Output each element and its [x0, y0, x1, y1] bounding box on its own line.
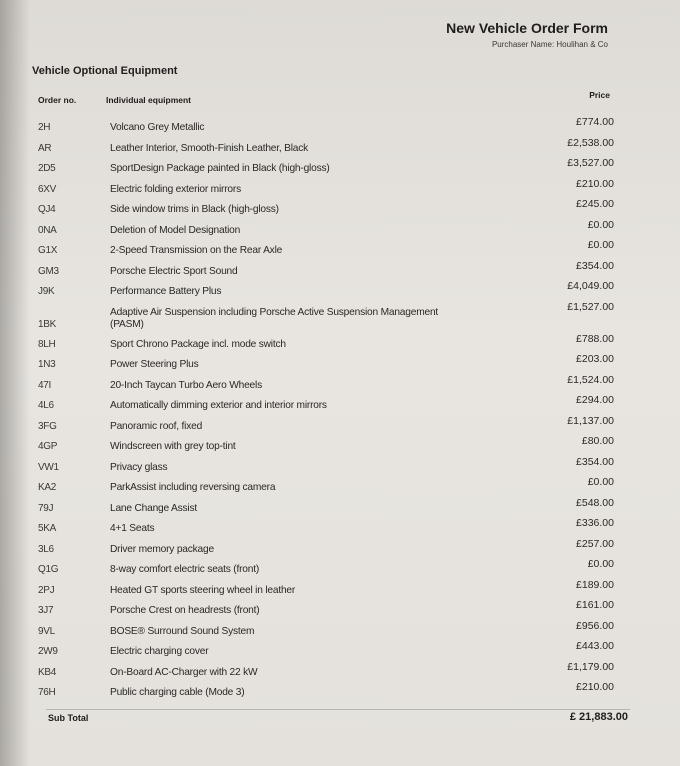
equipment-description: Porsche Crest on headrests (front) — [110, 605, 260, 616]
table-row — [0, 578, 680, 602]
table-row — [0, 136, 680, 160]
equipment-description: 2-Speed Transmission on the Rear Axle — [110, 245, 283, 256]
equipment-description: Volcano Grey Metallic — [110, 122, 205, 133]
table-row — [0, 560, 680, 581]
table-row — [0, 414, 680, 438]
equipment-price: £354.00 — [576, 455, 614, 468]
equipment-price: £257.00 — [576, 537, 614, 550]
equipment-table — [0, 118, 680, 704]
order-code: AR — [38, 142, 52, 154]
order-code: KB4 — [38, 666, 57, 678]
table-row — [0, 373, 680, 397]
equipment-description: Privacy glass — [110, 461, 168, 473]
table-row — [0, 200, 680, 221]
table-row — [0, 619, 680, 643]
equipment-description: Leather Interior, Smooth-Finish Leather, Black — [110, 142, 309, 154]
order-code: 1BK — [38, 318, 57, 330]
equipment-price: £0.00 — [587, 239, 614, 251]
equipment-price: £0.00 — [587, 218, 614, 231]
table-row — [0, 241, 680, 262]
equipment-description: Adaptive Air Suspension including Porsche Active Suspension Management (PASM) — [110, 306, 439, 330]
equipment-description: Windscreen with grey top-tint — [110, 441, 236, 452]
subtotal-divider — [46, 709, 630, 710]
table-row — [0, 642, 680, 663]
equipment-description: Heated GT sports steering wheel in leather — [110, 584, 296, 596]
equipment-description: Sport Chrono Package incl. mode switch — [110, 338, 286, 350]
equipment-price: £210.00 — [576, 177, 614, 190]
column-header-order-no: Order no. — [38, 95, 77, 105]
equipment-description: SportDesign Package painted in Black (high-gloss) — [110, 163, 330, 174]
order-code: QJ4 — [38, 204, 56, 215]
table-row — [0, 478, 680, 499]
equipment-description: Lane Change Assist — [110, 502, 198, 514]
table-row — [0, 259, 680, 283]
purchaser-name: Purchaser Name: Houlihan & Co — [491, 40, 608, 49]
equipment-price: £548.00 — [576, 496, 614, 509]
table-row — [0, 177, 680, 201]
table-row — [0, 660, 680, 684]
subtotal-value: £ 21,883.00 — [569, 711, 628, 723]
equipment-description: BOSE® Surround Sound System — [110, 625, 255, 637]
table-row — [0, 537, 680, 561]
equipment-price: £336.00 — [576, 517, 614, 529]
table-row — [0, 159, 680, 180]
order-code: 79J — [38, 502, 54, 514]
equipment-description: 8-way comfort electric seats (front) — [110, 564, 260, 575]
equipment-price: £4,049.00 — [567, 280, 614, 292]
order-code: J9K — [38, 286, 55, 297]
order-code: G1X — [38, 245, 58, 256]
equipment-description: Deletion of Model Designation — [110, 224, 241, 236]
order-code: 3FG — [38, 420, 57, 432]
table-row — [0, 332, 680, 356]
equipment-price: £3,527.00 — [567, 157, 614, 169]
equipment-description: Performance Battery Plus — [110, 286, 222, 297]
table-row — [0, 455, 680, 479]
equipment-description: 4+1 Seats — [110, 523, 155, 534]
equipment-price: £294.00 — [576, 394, 614, 406]
equipment-description: Automatically dimming exterior and interior mirrors — [110, 400, 327, 411]
equipment-price: £956.00 — [576, 619, 614, 632]
equipment-price: £245.00 — [576, 198, 614, 210]
equipment-description: Porsche Electric Sport Sound — [110, 265, 238, 277]
order-code: 2PJ — [38, 584, 55, 596]
equipment-description: Panoramic roof, fixed — [110, 420, 203, 432]
table-row — [0, 601, 680, 622]
order-code: 6XV — [38, 183, 57, 195]
equipment-description: Power Steering Plus — [110, 359, 199, 370]
equipment-description: ParkAssist including reversing camera — [110, 482, 276, 493]
equipment-price: £354.00 — [576, 259, 614, 272]
form-title: New Vehicle Order Form — [446, 20, 608, 36]
order-code: 9VL — [38, 625, 55, 637]
equipment-description: On-Board AC-Charger with 22 kW — [110, 666, 258, 678]
equipment-price: £80.00 — [581, 435, 614, 447]
equipment-price: £2,538.00 — [567, 136, 614, 149]
equipment-description: Driver memory package — [110, 543, 214, 555]
table-row — [0, 218, 680, 242]
equipment-price: £0.00 — [587, 558, 614, 570]
table-row — [0, 496, 680, 520]
order-code: VW1 — [38, 461, 59, 473]
equipment-description: Side window trims in Black (high-gloss) — [110, 204, 279, 215]
equipment-description: Electric charging cover — [110, 646, 209, 657]
equipment-price: £774.00 — [576, 116, 614, 128]
table-row — [0, 396, 680, 417]
column-header-price: Price — [589, 90, 610, 100]
order-code: 0NA — [38, 224, 57, 236]
equipment-price: £203.00 — [576, 353, 614, 365]
table-row — [0, 519, 680, 540]
table-row — [0, 683, 680, 704]
order-code: GM3 — [38, 265, 59, 277]
order-code: 4L6 — [38, 400, 54, 411]
order-code: 5KA — [38, 523, 57, 534]
equipment-price: £1,137.00 — [567, 414, 614, 427]
table-row — [0, 118, 680, 139]
equipment-price: £1,179.00 — [567, 660, 614, 673]
equipment-price: £161.00 — [576, 599, 614, 611]
equipment-price: £189.00 — [576, 578, 614, 591]
table-row — [0, 282, 680, 303]
equipment-description: 20-Inch Taycan Turbo Aero Wheels — [110, 379, 262, 391]
order-code: 2D5 — [38, 163, 56, 174]
order-code: 3J7 — [38, 605, 54, 616]
order-code: 2H — [38, 122, 51, 133]
equipment-price: £443.00 — [576, 640, 614, 652]
equipment-price: £0.00 — [587, 476, 614, 488]
equipment-price: £1,527.00 — [567, 300, 614, 313]
order-code: 47I — [38, 379, 52, 391]
equipment-price: £788.00 — [576, 332, 614, 345]
table-row — [0, 437, 680, 458]
order-code: KA2 — [38, 482, 57, 493]
table-row — [0, 300, 680, 335]
order-code: 1N3 — [38, 359, 56, 370]
equipment-price: £210.00 — [576, 681, 614, 693]
order-code: 8LH — [38, 338, 56, 350]
subtotal-label: Sub Total — [48, 713, 89, 723]
equipment-price: £1,524.00 — [567, 373, 614, 386]
order-code: Q1G — [38, 564, 59, 575]
order-code: 3L6 — [38, 543, 54, 555]
column-header-equipment: Individual equipment — [106, 95, 192, 105]
order-code: 4GP — [38, 441, 58, 452]
equipment-description: Public charging cable (Mode 3) — [110, 687, 245, 698]
order-code: 2W9 — [38, 646, 58, 657]
table-row — [0, 355, 680, 376]
order-code: 76H — [38, 687, 56, 698]
equipment-description: Electric folding exterior mirrors — [110, 183, 241, 195]
section-title: Vehicle Optional Equipment — [32, 65, 178, 77]
